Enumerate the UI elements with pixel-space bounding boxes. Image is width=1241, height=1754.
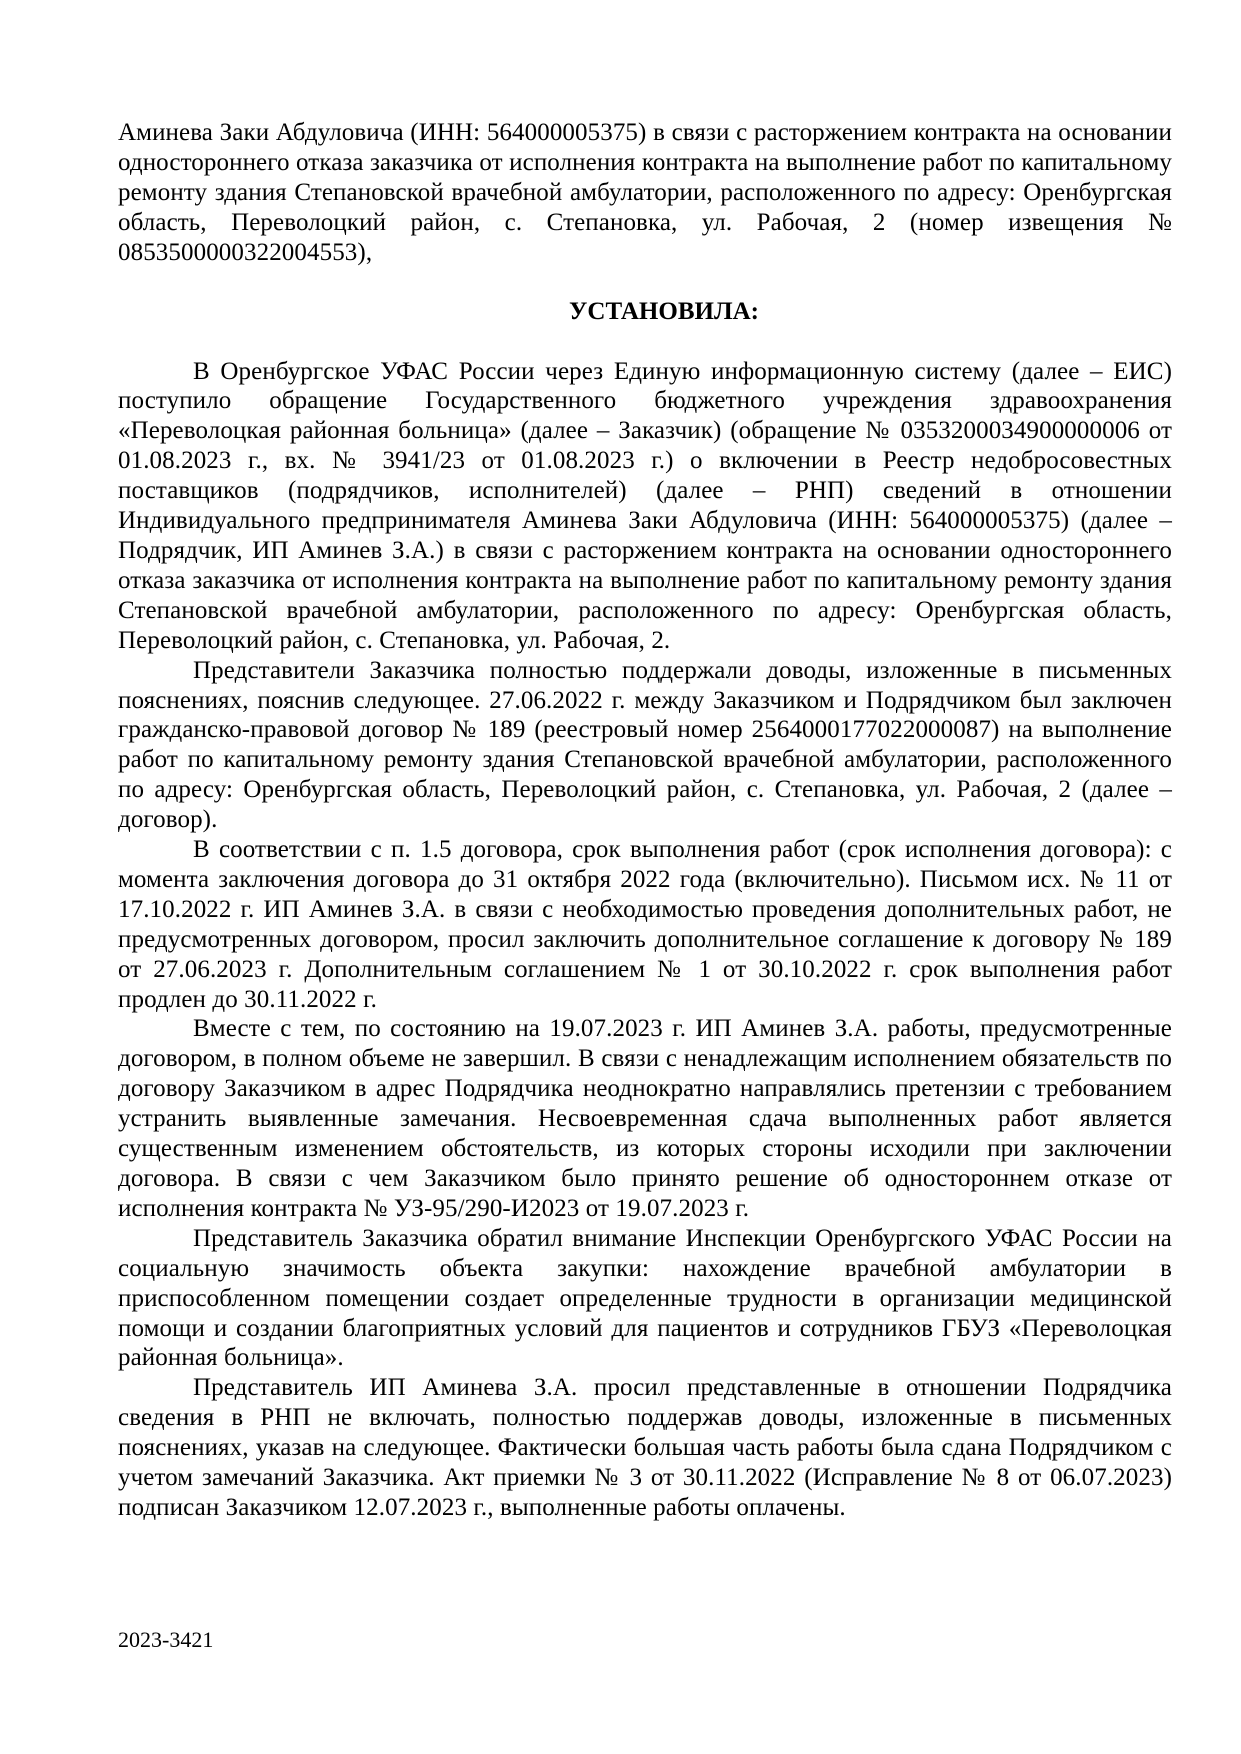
footer-document-number: 2023-3421 — [118, 1627, 214, 1652]
intro-paragraph: Аминева Заки Абдуловича (ИНН: 564000005375) в связи с расторжением контракта на основании одностороннего отказа заказчика от исполнения контракта на выполнение работ по капитальному ремонту здания Степановской врачебной амбулатории, расположенного по адресу: Оренбургская область, Переволоцкий район, с. Степановка, ул. Рабочая, 2 (номер извещения № 0853500000322004553), — [118, 119, 1172, 266]
document-body — [118, 118, 1172, 1523]
body-paragraph-6: Представитель ИП Аминева З.А. просил представленные в отношении Подрядчика сведения в РНП не включать, полностью поддержав доводы, изложенные в письменных пояснениях, указав на следующее. Фактически большая часть работы была сдана Подрядчиком с учетом замечаний Заказчика. Акт приемки № 3 от 30.11.2022 (Исправление № 8 от 06.07.2023) подписан Заказчиком 12.07.2023 г., выполненные работы оплачены. — [118, 1374, 1172, 1521]
body-paragraph-5: Представитель Заказчика обратил внимание Инспекции Оренбургского УФАС России на социальную значимость объекта закупки: нахождение врачебной амбулатории в приспособленном помещении создает определенные трудности в организации медицинской помощи и создании благоприятных условий для пациентов и сотрудников ГБУЗ «Переволоцкая районная больница». — [118, 1224, 1172, 1372]
body-paragraph-3: В соответствии с п. 1.5 договора, срок выполнения работ (срок исполнения договора): с момента заключения договора до 31 октября 2022 года (включительно). Письмом исх. № 11 от 17.10.2022 г. ИП Аминев З.А. в связи с необходимостью проведения дополнительных работ, не предусмотренных договором, просил заключить дополнительное соглашение к договору № 189 от 27.06.2023 г. Дополнительным соглашением № 1 от 30.10.2022 г. срок выполнения работ продлен до 30.11.2022 г. — [118, 836, 1172, 1013]
body-paragraph-1: В Оренбургское УФАС России через Единую информационную систему (далее – ЕИС) поступило обращение Государственного бюджетного учреждения здравоохранения «Переволоцкая районная больница» (далее – Заказчик) (обращение № 0353200034900000006 от 01.08.2023 г., вх. № 3941/23 от 01.08.2023 г.) о включении в Реестр недобросовестных поставщиков (подрядчиков, исполнителей) (далее – РНП) сведений в отношении Индивидуального предпринимателя Аминева Заки Абдуловича (ИНН: 564000005375) (далее – Подрядчик, ИП Аминев З.А.) в связи с расторжением контракта на основании одностороннего отказа заказчика от исполнения контракта на выполнение работ по капитальному ремонту здания Степановской врачебной амбулатории, расположенного по адресу: Оренбургская область, Переволоцкий район, с. Степановка, ул. Рабочая, 2. — [118, 357, 1172, 654]
body-paragraph-4: Вместе с тем, по состоянию на 19.07.2023 г. ИП Аминев З.А. работы, предусмотренные договором, в полном объеме не завершил. В связи с ненадлежащим исполнением обязательств по договору Заказчиком в адрес Подрядчика неоднократно направлялись претензии с требованием устранить выявленные замечания. Несвоевременная сдача выполненных работ является существенным изменением обстоятельств, из которых стороны исходили при заключении договора. В связи с чем Заказчиком было принято решение об одностороннем отказе от исполнения контракта № УЗ-95/290-И2023 от 19.07.2023 г. — [118, 1015, 1172, 1222]
section-heading: УСТАНОВИЛА: — [569, 297, 759, 325]
body-paragraph-2: Представители Заказчика полностью поддержали доводы, изложенные в письменных пояснениях, пояснив следующее. 27.06.2022 г. между Заказчиком и Подрядчиком был заключен гражданско-правовой договор № 189 (реестровый номер 2564000177022000087) на выполнение работ по капитальному ремонту здания Степановской врачебной амбулатории, расположенного по адресу: Оренбургская область, Переволоцкий район, с. Степановка, ул. Рабочая, 2 (далее – договор). — [118, 656, 1172, 834]
